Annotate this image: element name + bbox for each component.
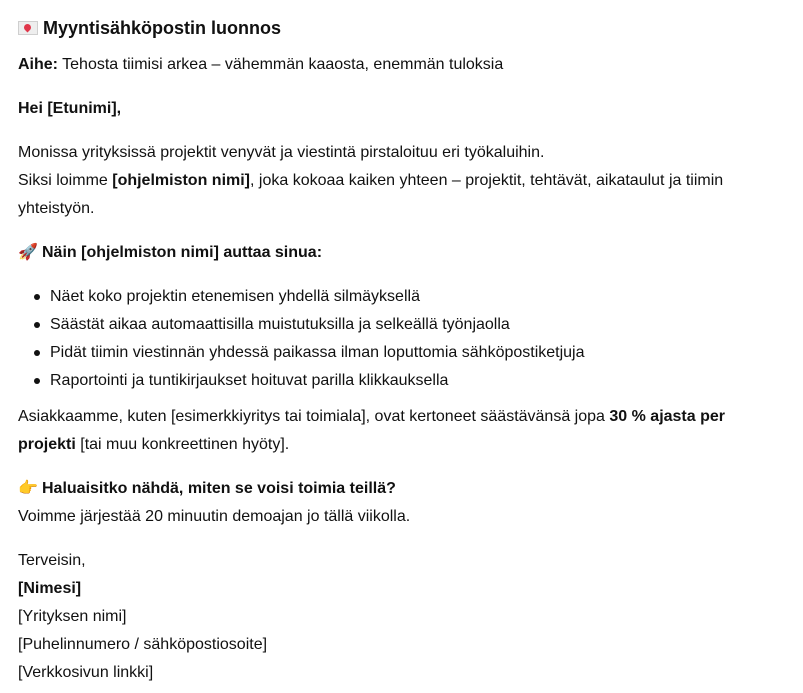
proof-highlight: projekti: [18, 436, 76, 453]
benefit-text: Raportointi ja tuntikirjaukset hoituvat parilla klikkauksella: [50, 372, 449, 389]
bullet: [34, 322, 40, 328]
intro-text: , joka kokoaa kaiken yhteen – projektit, tehtävät, aikataulut ja tiimin: [250, 172, 724, 189]
benefits-heading: [18, 239, 322, 267]
bullet: [34, 378, 40, 384]
product-name: [ohjelmiston nimi]: [112, 172, 251, 189]
cta-heading: [18, 475, 396, 503]
benefit-item: [50, 367, 448, 395]
proof-text: Asiakkaamme, kuten [esimerkkiyritys tai toimiala], ovat kertoneet säästävänsä jopa: [18, 408, 610, 425]
subject-text: Tehosta tiimisi arkea – vähemmän kaaosta, enemmän tuloksia: [58, 56, 504, 73]
benefits-heading-text: Näin [ohjelmiston nimi] auttaa sinua:: [42, 244, 323, 261]
benefit-item: [50, 283, 420, 311]
benefit-text: Pidät tiimin viestinnän yhdessä paikassa ilman loputtomia sähköpostiketjuja: [50, 344, 585, 361]
proof-highlight: 30 % ajasta per: [609, 408, 725, 425]
signature-contact: [Puhelinnumero / sähköpostiosoite]: [18, 636, 268, 653]
greeting: Hei [Etunimi],: [18, 100, 122, 117]
intro-line-3: yhteistyön.: [18, 200, 95, 217]
intro-line-2: [18, 167, 723, 195]
bullet: [34, 350, 40, 356]
proof-line-2: [18, 431, 289, 459]
rocket-icon: 🚀: [18, 244, 38, 261]
pointing-hand-icon: 👉: [18, 480, 38, 497]
cta-text: Voimme järjestää 20 minuutin demoajan jo tällä viikolla.: [18, 508, 411, 525]
proof-line-1: [18, 403, 725, 431]
signature-closing: Terveisin,: [18, 552, 86, 569]
bullet: [34, 294, 40, 300]
benefit-item: [50, 311, 510, 339]
proof-text: [tai muu konkreettinen hyöty].: [75, 436, 290, 453]
intro-line-1: Monissa yrityksissä projektit venyvät ja viestintä pirstaloituu eri työkaluihin.: [18, 144, 545, 161]
cta-heading-text: Haluaisitko nähdä, miten se voisi toimia teillä?: [42, 480, 396, 497]
benefit-item: [50, 339, 585, 367]
benefit-text: Näet koko projektin etenemisen yhdellä silmäyksellä: [50, 288, 420, 305]
intro-text: Siksi loimme: [18, 172, 113, 189]
signature-website: [Verkkosivun linkki]: [18, 664, 154, 681]
love-letter-icon: [18, 21, 38, 35]
benefit-text: Säästät aikaa automaattisilla muistutuksilla ja selkeällä työnjaolla: [50, 316, 510, 333]
signature-name: [Nimesi]: [18, 580, 82, 597]
subject-label: Aihe:: [18, 56, 58, 73]
signature-company: [Yrityksen nimi]: [18, 608, 127, 625]
page-title: [18, 14, 281, 42]
subject-line: [18, 51, 503, 79]
title-text: Myyntisähköpostin luonnos: [43, 18, 282, 38]
